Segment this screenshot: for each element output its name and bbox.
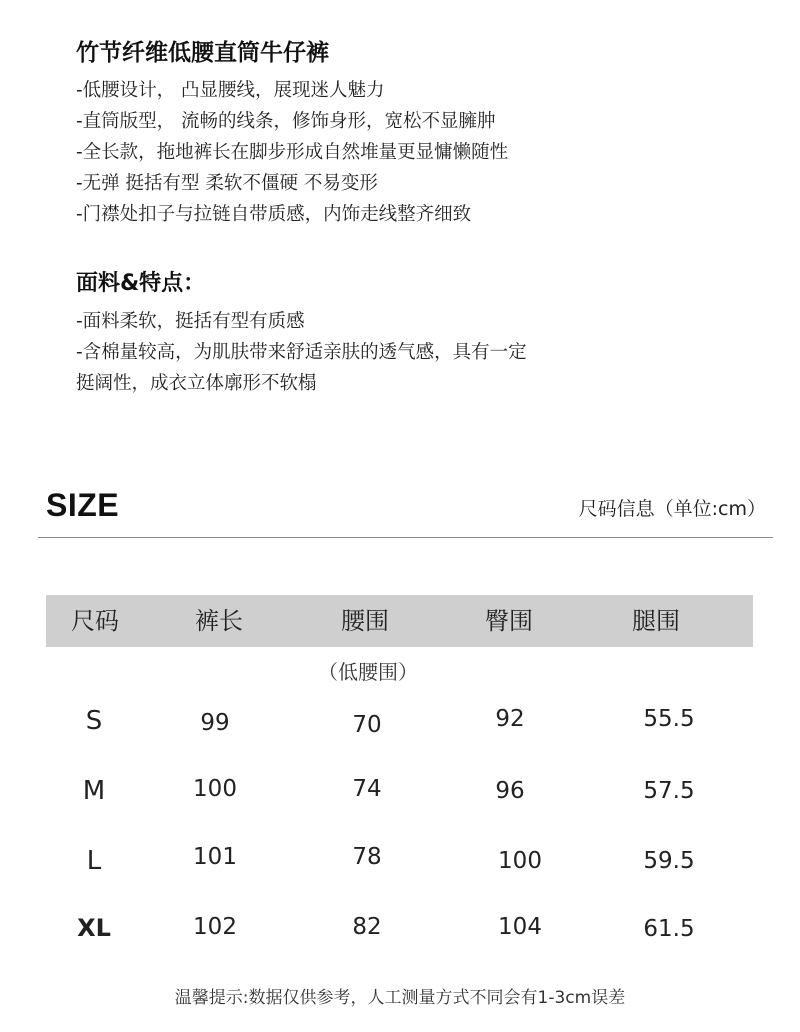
feature-item: -无弹 挺括有型 柔软不僵硬 不易变形 <box>76 173 378 194</box>
hip-cell: 100 <box>498 848 542 874</box>
thigh-cell: 55.5 <box>643 706 695 732</box>
feature-item: -直筒版型， 流畅的线条，修饰身形，宽松不显臃肿 <box>76 111 496 132</box>
section-divider <box>38 537 773 538</box>
waist-cell: 70 <box>352 712 382 738</box>
waist-note: （低腰围） <box>318 660 418 684</box>
hip-cell: 104 <box>498 914 542 940</box>
length-cell: 100 <box>193 776 237 802</box>
thigh-cell: 57.5 <box>643 778 695 804</box>
size-cell: M <box>82 776 106 806</box>
size-table-header <box>46 595 753 647</box>
waist-cell: 74 <box>352 776 382 802</box>
fabric-line: -面料柔软，挺括有型有质感 <box>76 311 305 332</box>
waist-cell: 78 <box>352 844 382 870</box>
header-thigh: 腿围 <box>632 607 680 635</box>
header-hip: 臀围 <box>485 607 533 635</box>
size-cell: XL <box>77 914 111 942</box>
measurement-footnote: 温馨提示:数据仅供参考，人工测量方式不同会有1-3cm误差 <box>174 988 626 1008</box>
thigh-cell: 61.5 <box>643 916 695 942</box>
table-row <box>0 706 800 750</box>
size-heading: SIZE <box>46 487 120 523</box>
header-waist: 腰围 <box>341 607 389 635</box>
hip-cell: 92 <box>495 706 525 732</box>
waist-cell: 82 <box>352 914 382 940</box>
feature-item: -门襟处扣子与拉链自带质感，内饰走线整齐细致 <box>76 204 472 225</box>
fabric-line: -含棉量较高，为肌肤带来舒适亲肤的透气感，具有一定 <box>76 342 527 363</box>
fabric-list <box>76 306 527 399</box>
table-row <box>0 842 800 886</box>
feature-item: -低腰设计， 凸显腰线，展现迷人魅力 <box>76 80 385 101</box>
feature-item: -全长款，拖地裤长在脚步形成自然堆量更显慵懒随性 <box>76 142 509 163</box>
size-cell: S <box>85 706 103 736</box>
feature-list <box>76 75 508 230</box>
hip-cell: 96 <box>495 778 525 804</box>
table-row <box>0 910 800 954</box>
product-title: 竹节纤维低腰直筒牛仔裤 <box>76 40 329 66</box>
size-cell: L <box>86 846 102 876</box>
header-size: 尺码 <box>71 607 119 635</box>
fabric-line: 挺阔性，成衣立体廓形不软榻 <box>76 373 317 394</box>
length-cell: 101 <box>193 844 237 870</box>
fabric-title: 面料&特点： <box>76 271 206 296</box>
size-unit-info: 尺码信息（单位:cm） <box>578 498 766 520</box>
length-cell: 99 <box>200 710 230 736</box>
thigh-cell: 59.5 <box>643 848 695 874</box>
header-length: 裤长 <box>195 607 243 635</box>
table-row <box>0 774 800 818</box>
length-cell: 102 <box>193 914 237 940</box>
